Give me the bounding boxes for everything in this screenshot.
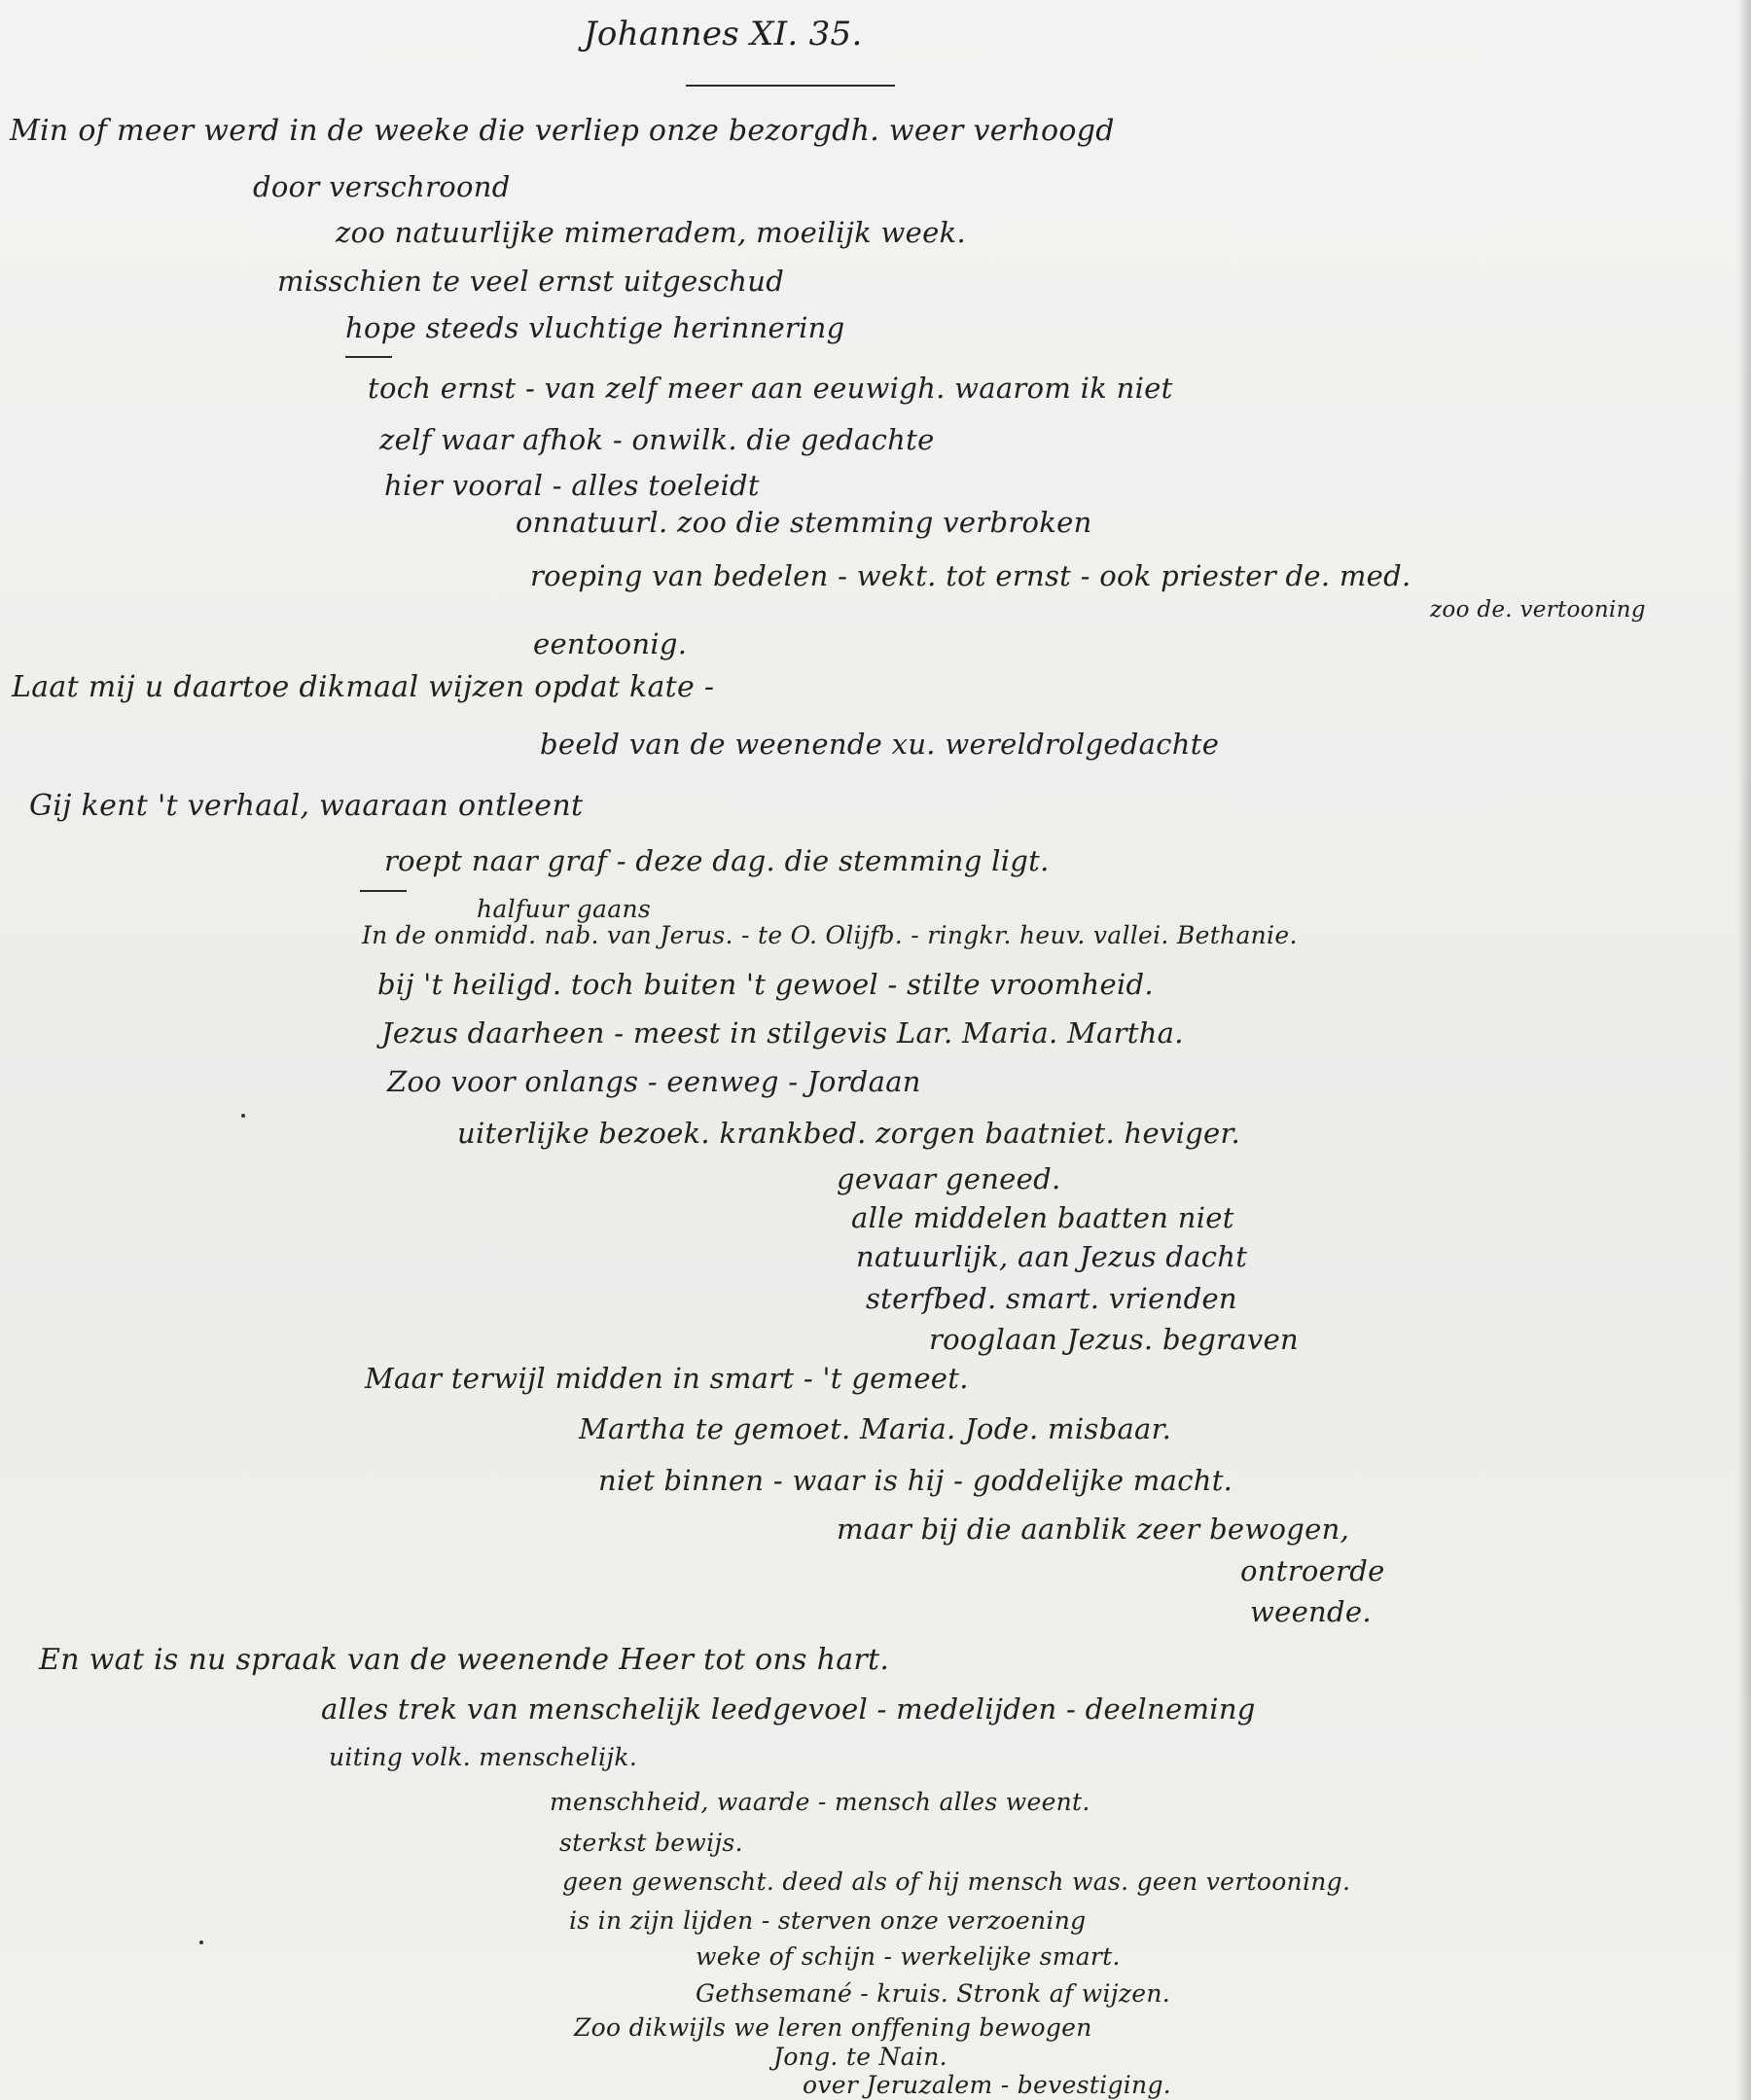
line-29: Martha te gemoet. Maria. Jode. misbaar.	[579, 1412, 1172, 1445]
line-7: zelf waar afhok - onwilk. die gedachte	[379, 423, 935, 456]
line-17: halfuur gaans	[477, 895, 651, 923]
line-28: Maar terwijl midden in smart - 't gemeet.	[365, 1362, 969, 1395]
line-45: over Jeruzalem - bevestiging.	[803, 2071, 1171, 2099]
line-22: uiterlijke bezoek. krankbed. zorgen baatniet. heviger.	[457, 1117, 1241, 1150]
line-6: toch ernst - van zelf meer aan eeuwigh. waarom ik niet	[368, 372, 1173, 405]
line-35: alles trek van menschelijk leedgevoel - medelijden - deelneming	[321, 1692, 1256, 1726]
ink-dot	[241, 1114, 245, 1118]
page-title: Johannes XI. 35.	[584, 15, 863, 53]
line-39: geen gewenscht. deed als of hij mensch was. geen vertooning.	[562, 1868, 1351, 1896]
title-underline	[686, 85, 895, 87]
line-38: sterkst bewijs.	[559, 1829, 743, 1857]
line-1: Min of meer werd in de weeke die verliep onze bezorgdh. weer verhoogd	[10, 114, 1115, 148]
line-5-underline	[345, 356, 392, 358]
line-5: hope steeds vluchtige herinnering	[345, 311, 845, 344]
line-33: weende.	[1250, 1595, 1372, 1628]
line-8: hier vooral - alles toeleidt	[384, 469, 760, 502]
line-18: In de onmidd. nab. van Jerus. - te O. Olijfb. - ringkr. heuv. vallei. Bethanie.	[362, 921, 1298, 949]
line-30: niet binnen - waar is hij - goddelijke macht.	[598, 1464, 1233, 1497]
line-13: Laat mij u daartoe dikmaal wijzen opdat kate -	[12, 670, 715, 704]
line-17-underline	[360, 890, 407, 892]
line-12: eentoonig.	[533, 627, 688, 660]
line-43: Zoo dikwijls we leren onffening bewogen	[574, 2013, 1092, 2042]
line-2: door verschroond	[253, 170, 511, 203]
line-11: zoo de. vertooning	[1430, 597, 1646, 623]
ink-dot	[199, 1940, 203, 1944]
line-25: natuurlijk, aan Jezus dacht	[856, 1240, 1248, 1273]
line-27: rooglaan Jezus. begraven	[929, 1323, 1300, 1356]
line-34: En wat is nu spraak van de weenende Heer tot ons hart.	[39, 1643, 890, 1677]
line-42: Gethsemané - kruis. Stronk af wijzen.	[696, 1979, 1171, 2008]
line-15: Gij kent 't verhaal, waaraan ontleent	[29, 789, 584, 823]
line-16: roept naar graf - deze dag. die stemming ligt.	[384, 844, 1050, 877]
page-edge-shadow	[1737, 0, 1751, 2100]
line-14: beeld van de weenende xu. wereldrolgedachte	[540, 728, 1220, 761]
line-31: maar bij die aanblik zeer bewogen,	[837, 1513, 1350, 1546]
line-37: menschheid, waarde - mensch alles weent.	[550, 1788, 1090, 1816]
line-32: ontroerde	[1240, 1554, 1385, 1587]
line-10: roeping van bedelen - wekt. tot ernst - ook priester de. med.	[530, 559, 1412, 592]
line-19: bij 't heiligd. toch buiten 't gewoel - stilte vroomheid.	[377, 968, 1154, 1001]
line-40: is in zijn lijden - sterven onze verzoening	[569, 1906, 1087, 1935]
line-41: weke of schijn - werkelijke smart.	[696, 1942, 1121, 1971]
line-36: uiting volk. menschelijk.	[329, 1743, 638, 1771]
line-23: gevaar geneed.	[837, 1162, 1061, 1195]
line-9: onnatuurl. zoo die stemming verbroken	[516, 506, 1092, 539]
line-44: Jong. te Nain.	[773, 2043, 947, 2071]
line-24: alle middelen baatten niet	[851, 1201, 1234, 1234]
line-4: misschien te veel ernst uitgeschud	[277, 265, 785, 298]
line-21: Zoo voor onlangs - eenweg - Jordaan	[387, 1065, 921, 1098]
line-20: Jezus daarheen - meest in stilgevis Lar. Maria. Martha.	[381, 1016, 1184, 1050]
line-26: sterfbed. smart. vrienden	[866, 1282, 1237, 1315]
line-3: zoo natuurlijke mimeradem, moeilijk week.	[336, 216, 966, 249]
